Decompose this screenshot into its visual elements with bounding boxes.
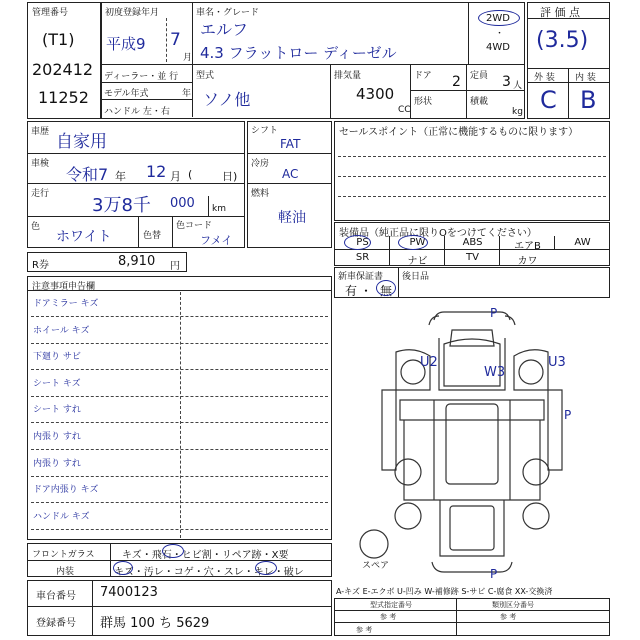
note-item: ホイール キズ	[33, 325, 90, 336]
warranty-seat-label: 後日品	[402, 272, 430, 282]
mgmt-line1: 202412	[32, 60, 94, 79]
color-code-label: 色コード	[176, 221, 213, 231]
diagram-spare: スペア	[362, 561, 390, 571]
inspection-month: 12	[146, 162, 167, 181]
mgmt-code: (T1)	[42, 30, 75, 49]
color-code: フメイ	[200, 234, 233, 247]
equip-aw: AW	[574, 237, 591, 248]
shift-value: FAT	[280, 137, 301, 151]
usage-label: 車歴	[31, 127, 50, 137]
warranty-label: 新車保証書	[338, 272, 384, 282]
note-item: ハンドル キズ	[33, 511, 90, 522]
warranty-dot: ・	[360, 284, 373, 298]
name-label: 車名・グレード	[196, 8, 260, 18]
name-line1: エルフ	[200, 20, 249, 39]
mgmt-label: 管理番号	[32, 8, 69, 18]
note-item: シート すれ	[33, 405, 81, 416]
footer-ref1: 参 考	[380, 613, 397, 621]
equip-abs: ABS	[462, 237, 483, 248]
recycle-unit: 円	[170, 261, 180, 272]
note-item: ドアミラー キズ	[33, 299, 99, 309]
load-unit: kg	[512, 107, 523, 117]
drive-4wd: 4WD	[486, 42, 510, 53]
model-year-label: モデル年式	[104, 89, 149, 99]
load-label: 積載	[470, 97, 489, 107]
plate-value: 群馬 100 ち 5629	[100, 616, 210, 631]
model-label: 型式	[196, 71, 215, 81]
ac-value: AC	[282, 167, 299, 181]
equip-ps: PS	[356, 237, 369, 248]
mileage-value: 3万8千	[92, 195, 151, 216]
note-item: ドア内張り キズ	[33, 485, 99, 496]
chassis-value: 7400123	[100, 585, 158, 600]
drive-2wd: 2WD	[486, 13, 510, 24]
equip-tv: TV	[466, 252, 479, 263]
note-item: 内張り すれ	[33, 458, 81, 469]
inspection-day-open: (	[188, 168, 193, 181]
capacity-unit: 人	[513, 81, 523, 91]
recycle-label: R券	[32, 260, 49, 271]
inspection-day-close: 日)	[222, 170, 238, 183]
warranty-have: 有	[345, 284, 358, 298]
legend-text: A-キズ E-エクボ U-凹み W-補修跡 S-サビ C-腐食 XX-交換済	[336, 587, 553, 596]
score-int: B	[580, 86, 597, 114]
equip-pw: PW	[409, 237, 426, 248]
score-int-label: 内 装	[575, 73, 596, 83]
ac-label: 冷房	[251, 159, 270, 169]
handle-label: ハンドル 左・右	[104, 107, 170, 117]
glass-label: フロントガラス	[32, 550, 95, 560]
fuel-value: 軽油	[278, 210, 306, 226]
displacement-unit: CC	[398, 105, 411, 115]
note-item: 下廻り サビ	[33, 352, 81, 363]
score-label: 評 価 点	[540, 6, 580, 19]
chassis-label: 車台番号	[36, 591, 76, 602]
notes-label: 注意事項申告欄	[32, 282, 96, 292]
color-value: ホワイト	[56, 229, 112, 245]
shape-label: 形状	[414, 97, 433, 107]
glass-text: キズ・飛石・ヒビ割・リペア跡・X要	[122, 550, 289, 561]
score-ext: C	[540, 86, 557, 114]
drive-dot: ・	[495, 29, 505, 39]
footer-ref2: 参 考	[500, 613, 517, 621]
footer-col1: 型式指定番号	[370, 601, 412, 609]
equip-airbag: エアB	[514, 241, 541, 252]
reg-era: 平成9	[106, 35, 146, 53]
mgmt-line2: 11252	[38, 88, 89, 107]
reg-month: 7	[170, 30, 181, 50]
name-line2: 4.3 フラットロー ディーゼル	[200, 44, 397, 62]
mileage-label: 走行	[31, 189, 50, 199]
doors-value: 2	[452, 74, 461, 90]
mileage-unit: km	[212, 204, 226, 214]
equip-sr: SR	[355, 252, 370, 263]
interior-label: 内装	[56, 567, 75, 577]
reg-label: 初度登録年月	[105, 8, 160, 18]
usage-value: 自家用	[56, 132, 107, 152]
mileage-extra: 000	[170, 196, 195, 211]
inspection-era: 令和7	[66, 165, 109, 184]
doors-label: ドア	[414, 71, 432, 81]
inspection-month-unit: 月	[170, 170, 181, 183]
inspection-year-unit: 年	[115, 170, 126, 183]
model-value: ソノ他	[203, 90, 251, 109]
equip-leather: カワ	[517, 256, 538, 267]
fuel-label: 燃料	[251, 189, 270, 199]
recycle-value: 8,910	[118, 254, 156, 269]
plate-label: 登録番号	[36, 618, 76, 629]
note-item: 内張り すれ	[33, 432, 81, 442]
vehicle-diagram	[334, 300, 610, 582]
score-ext-label: 外 装	[534, 73, 555, 83]
footer-ref3: 参 考	[356, 626, 373, 634]
footer-col2: 類別区分番号	[492, 601, 534, 609]
dealer-label: ディーラー・並 行	[104, 72, 179, 82]
model-year-unit: 年	[182, 89, 192, 99]
capacity-label: 定員	[470, 71, 489, 81]
interior-text: キズ・汚レ・コゲ・穴・スレ・キレ・破レ	[114, 567, 304, 578]
equipment-label: 装備品（純正品に限りOをつけてください）	[339, 228, 537, 239]
displacement-label: 排気量	[334, 71, 362, 81]
score-value: (3.5)	[536, 28, 589, 53]
diagram-p-side: P	[564, 408, 572, 422]
inspection-label: 車検	[31, 159, 50, 169]
color-label: 色	[31, 222, 41, 232]
diagram-p-front: P	[490, 306, 498, 320]
capacity-value: 3	[502, 74, 511, 90]
color-change-label: 色替	[143, 231, 162, 241]
sales-point-label: セールスポイント（正常に機能するものに限ります）	[339, 127, 579, 138]
warranty-none: 無	[380, 284, 393, 298]
diagram-w3: W3	[484, 365, 506, 380]
equip-navi: ナビ	[407, 256, 428, 267]
diagram-p-rear: P	[490, 567, 498, 581]
note-item: シート キズ	[33, 378, 81, 389]
recycle-box	[27, 252, 187, 272]
reg-month-unit: 月	[183, 53, 193, 63]
diagram-u3: U3	[548, 355, 566, 370]
shift-label: シフト	[251, 126, 279, 136]
diagram-u2: U2	[420, 355, 438, 370]
displacement-value: 4300	[356, 85, 395, 103]
